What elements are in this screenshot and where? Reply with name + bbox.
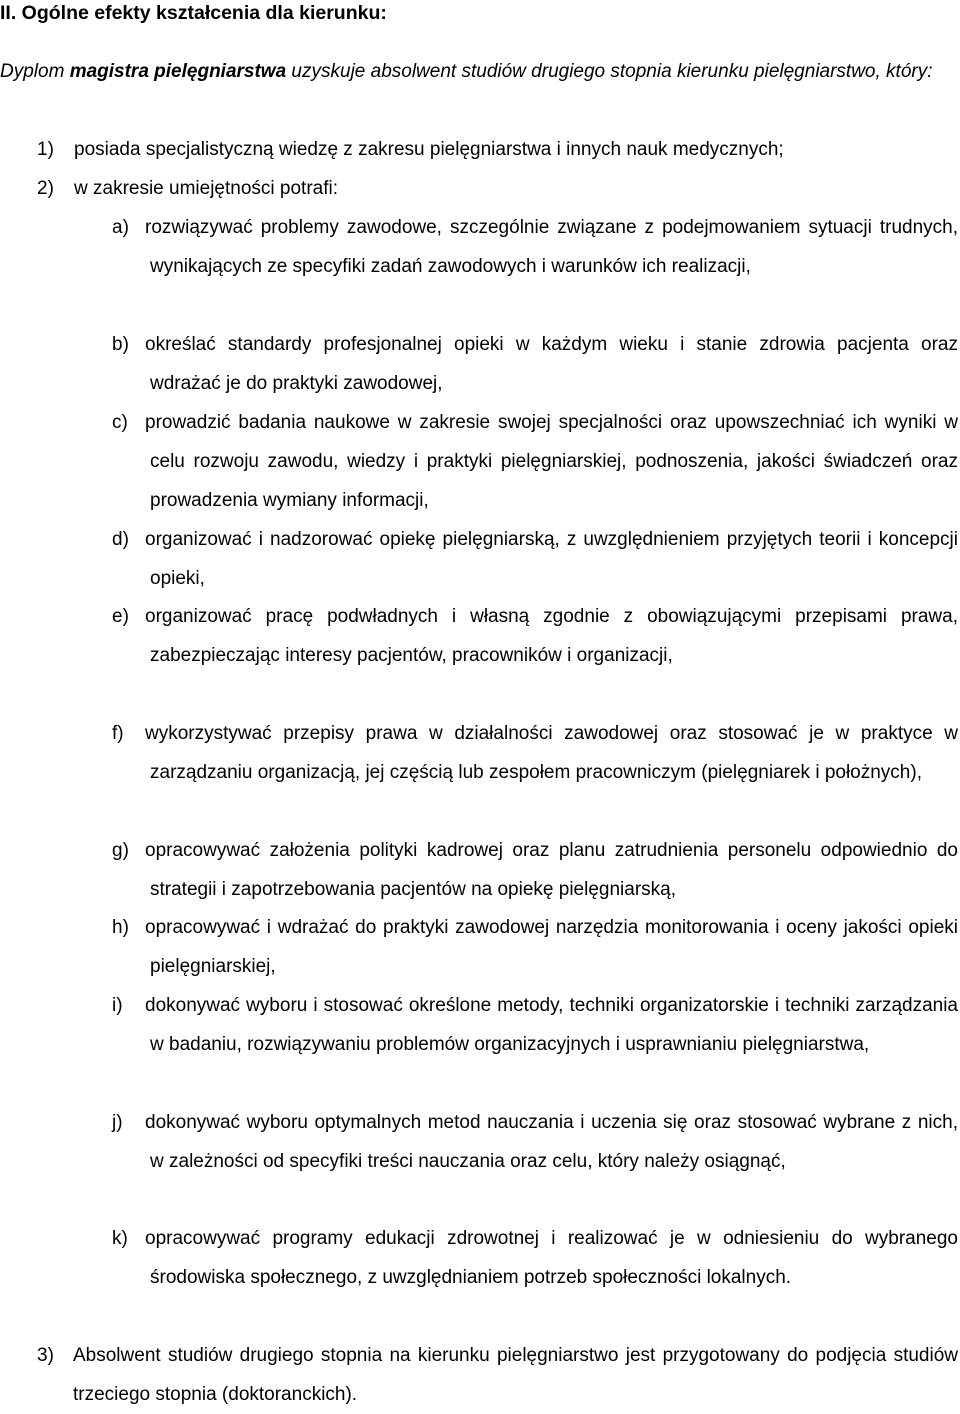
sub-item-text: rozwiązywać problemy zawodowe, szczególnie związane z podejmowaniem sytuacji trudnych, wynikających ze specyfiki zadań zawodowych i warunków ich realizacji, (145, 217, 958, 277)
list-item-2 (37, 169, 957, 208)
intro-paragraph (0, 52, 958, 91)
sub-item-g (112, 831, 958, 909)
sub-item-e (112, 597, 958, 675)
sub-item-text: prowadzić badania naukowe w zakresie swojej specjalności oraz upowszechniać ich wyniki w celu rozwoju zawodu, wiedzy i praktyki pielęgniarskiej, podnoszenia, jakości świadczeń oraz prowadzenia wymiany informacji, (145, 412, 958, 511)
sub-item-text: organizować pracę podwładnych i własną zgodnie z obowiązującymi przepisami prawa, zabezpieczając interesy pacjentów, pracowników i organizacji, (145, 606, 958, 666)
sub-item-letter: c) (112, 412, 128, 433)
item-number: 2) (37, 178, 54, 199)
sub-item-text: opracowywać programy edukacji zdrowotnej i realizować je w odniesieniu do wybranego środowiska społecznego, z uwzględnianiem potrzeb społeczności lokalnych. (145, 1228, 958, 1288)
sub-item-f (112, 714, 958, 792)
item-number: 1) (37, 139, 54, 160)
sub-item-text: dokonywać wyboru i stosować określone metody, techniki organizatorskie i techniki zarządzania w badaniu, rozwiązywaniu problemów organizacyjnych i usprawnianiu pielęgniarstwa, (145, 995, 958, 1055)
list-item-1 (37, 130, 957, 169)
sub-item-i (112, 986, 958, 1064)
intro-part2: uzyskuje absolwent studiów drugiego stopnia kierunku pielęgniarstwo, który: (286, 61, 933, 82)
sub-item-letter: j) (112, 1112, 123, 1133)
sub-item-letter: i) (112, 995, 123, 1016)
item-text: posiada specjalistyczną wiedzę z zakresu pielęgniarstwa i innych nauk medycznych; (74, 139, 784, 160)
sub-item-j (112, 1103, 958, 1181)
intro-degree: magistra pielęgniarstwa (69, 61, 287, 82)
sub-item-b (112, 325, 958, 403)
sub-item-c (112, 403, 958, 520)
sub-item-text: wykorzystywać przepisy prawa w działalności zawodowej oraz stosować je w praktyce w zarządzaniu organizacją, jej częścią lub zespołem pracowniczym (pielęgniarek i położnych), (145, 723, 958, 783)
section-heading: II. Ogólne efekty kształcenia dla kierunku: (0, 2, 387, 24)
sub-item-k (112, 1219, 958, 1297)
item-number: 3) (37, 1345, 54, 1366)
sub-item-h (112, 908, 958, 986)
sub-item-text: opracowywać założenia polityki kadrowej oraz planu zatrudnienia personelu odpowiednio do strategii i zapotrzebowania pacjentów na opiekę pielęgniarską, (145, 840, 958, 900)
sub-item-letter: g) (112, 840, 129, 861)
sub-item-text: dokonywać wyboru optymalnych metod nauczania i uczenia się oraz stosować wybrane z nich, w zależności od specyfiki treści nauczania oraz celu, który należy osiągnąć, (145, 1112, 958, 1172)
sub-item-text: opracowywać i wdrażać do praktyki zawodowej narzędzia monitorowania i oceny jakości opieki pielęgniarskiej, (145, 917, 958, 977)
sub-item-letter: b) (112, 334, 129, 355)
sub-item-letter: h) (112, 917, 129, 938)
item-text: w zakresie umiejętności potrafi: (74, 178, 338, 199)
sub-item-text: określać standardy profesjonalnej opieki w każdym wieku i stanie zdrowia pacjenta oraz wdrażać je do praktyki zawodowej, (145, 334, 958, 394)
list-item-3 (37, 1336, 958, 1414)
sub-item-text: organizować i nadzorować opiekę pielęgniarską, z uwzględnieniem przyjętych teorii i koncepcji opieki, (145, 529, 958, 589)
sub-item-letter: a) (112, 217, 129, 238)
item-text: Absolwent studiów drugiego stopnia na kierunku pielęgniarstwo jest przygotowany do podjęcia studiów trzeciego stopnia (doktoranckich). (73, 1345, 958, 1405)
sub-item-a (112, 208, 958, 286)
sub-item-letter: k) (112, 1228, 128, 1249)
sub-item-letter: e) (112, 606, 129, 627)
intro-part1: Dyplom (0, 61, 70, 82)
sub-item-d (112, 520, 958, 598)
sub-item-letter: d) (112, 529, 129, 550)
sub-item-letter: f) (112, 723, 124, 744)
